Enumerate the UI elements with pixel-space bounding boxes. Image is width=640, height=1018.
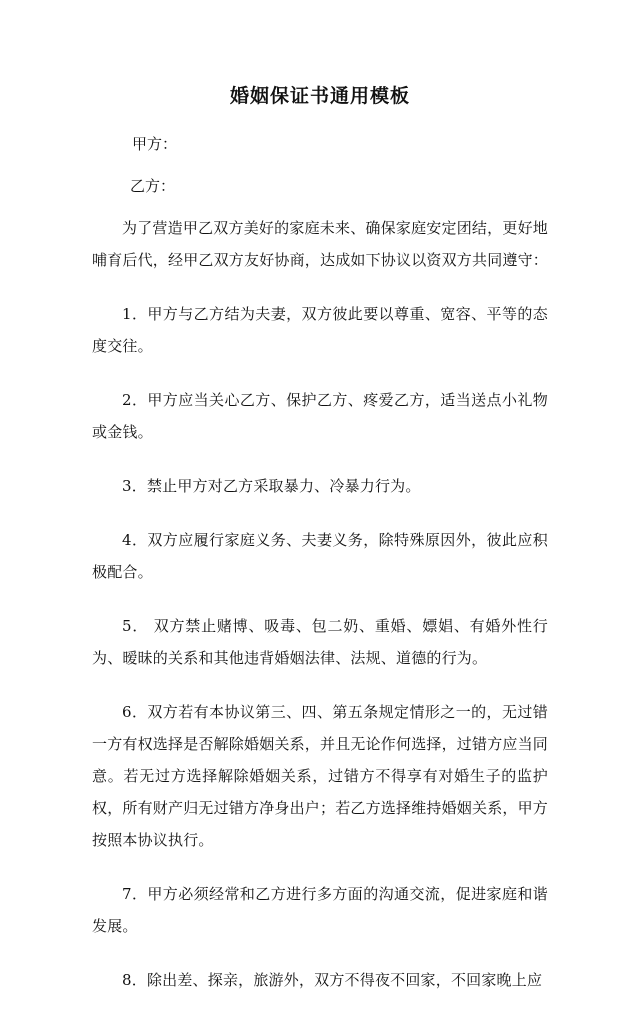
clause-3: 3．禁止甲方对乙方采取暴力、冷暴力行为。 [122,477,421,495]
preamble-paragraph: 为了营造甲乙双方美好的家庭未来、确保家庭安定团结，更好地哺育后代，经甲乙双方友好协商，达成如下协议以资双方共同遵守： [92,219,549,269]
clause-8: 8．除出差、探亲，旅游外，双方不得夜不回家，不回家晚上应 [122,971,543,989]
party-b-label: 乙方： [130,177,176,195]
party-a-label: 甲方： [132,135,178,153]
document-body [92,128,548,1018]
clause-5: 5． 双方禁止赌博、吸毒、包二奶、重婚、嫖娼、有婚外性行为、暧昧的关系和其他违背婚姻法律、法规、道德的行为。 [92,617,548,667]
clause-1: 1．甲方与乙方结为夫妻，双方彼此要以尊重、宽容、平等的态度交往。 [92,305,548,355]
clause-2: 2．甲方应当关心乙方、保护乙方、疼爱乙方，适当送点小礼物或金钱。 [92,391,548,441]
clause-4: 4．双方应履行家庭义务、夫妻义务，除特殊原因外，彼此应积极配合。 [92,531,548,581]
clause-7: 7．甲方必须经常和乙方进行多方面的沟通交流，促进家庭和谐发展。 [92,885,548,935]
clause-6: 6．双方若有本协议第三、四、第五条规定情形之一的，无过错一方有权选择是否解除婚姻关系，并且无论作何选择，过错方应当同意。若无过方选择解除婚姻关系，过错方不得享有对婚生子的监护权，所有财产归无过错方净身出户；若乙方选择维持婚姻关系，甲方按照本协议执行。 [92,703,549,849]
document-title: 婚姻保证书通用模板 [229,85,410,107]
